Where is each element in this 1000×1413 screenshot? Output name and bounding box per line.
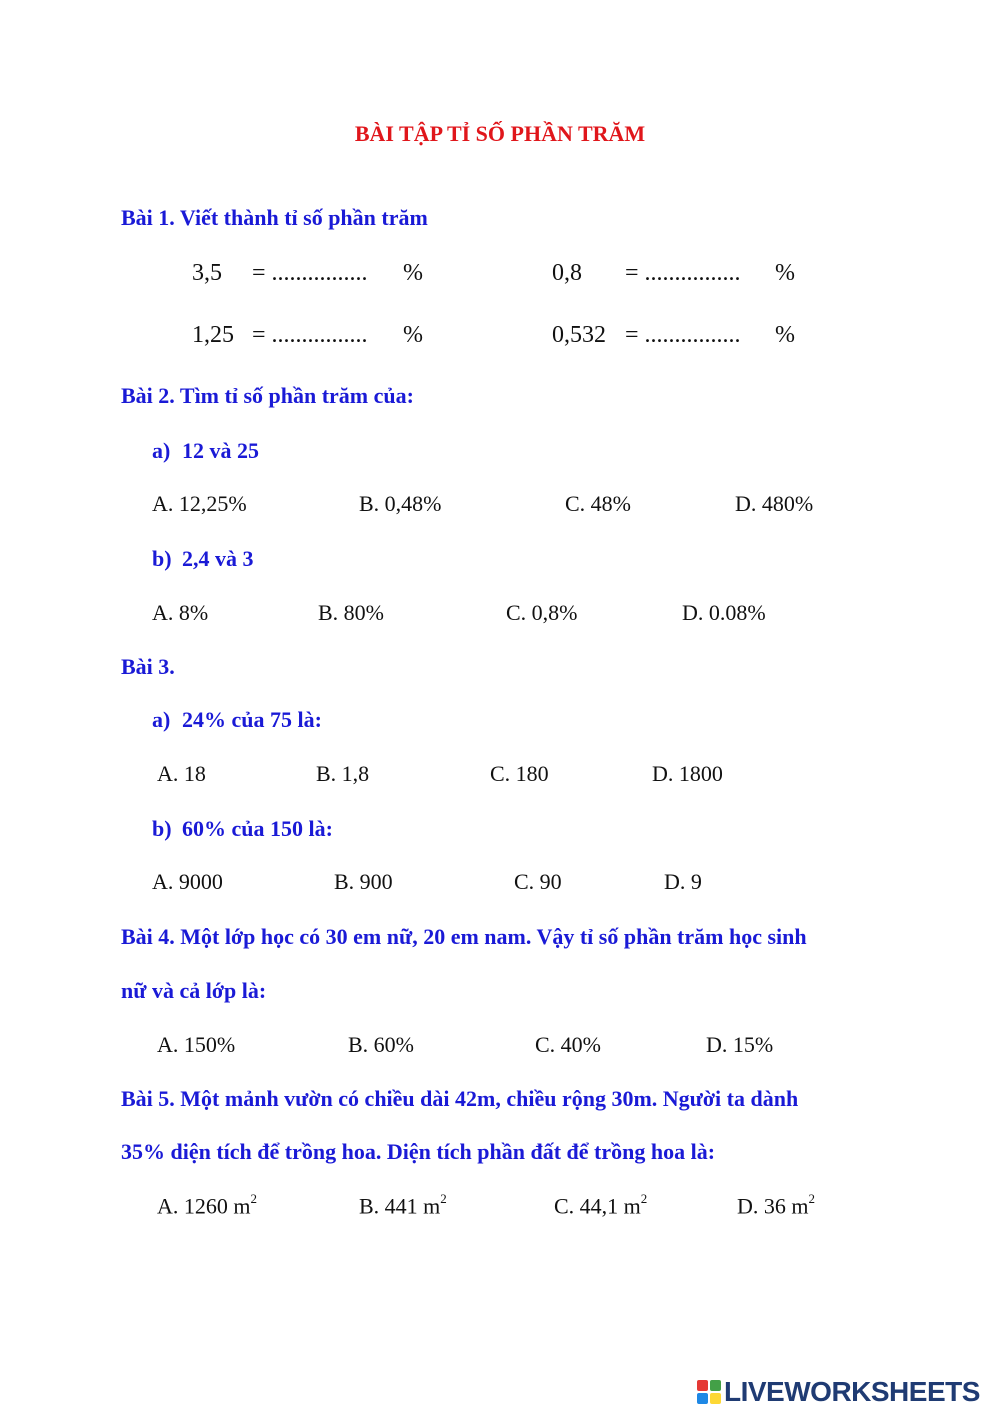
ex3-b-option-d: D. 9 [664,869,702,894]
ex2-a-option-b: B. 0,48% [359,491,442,516]
ex2-b-text: 2,4 và 3 [182,546,254,571]
exercise-4-line1: Bài 4. Một lớp học có 30 em nữ, 20 em nam. Vậy tỉ số phần trăm học sinh [121,924,807,949]
ex5-option-c-exponent: 2 [640,1191,648,1206]
ex2-a-text: 12 và 25 [182,438,259,463]
logo-square-3 [697,1393,708,1404]
logo-square-4 [710,1393,721,1404]
ex1-row2-left-blank: = ................ [252,322,368,348]
ex5-option-b [359,1193,447,1219]
ex3-b-text: 60% của 150 là: [182,816,333,841]
ex5-option-d-exponent: 2 [808,1191,815,1206]
ex1-row2-left-value: 1,25 [192,322,234,348]
ex1-row1-right-value: 0,8 [552,260,582,286]
ex3-a-option-c: C. 180 [490,761,549,786]
ex2-b-option-b: B. 80% [318,600,384,625]
ex5-option-a-exponent: 2 [250,1191,257,1206]
ex1-row2-right-percent: % [775,322,795,348]
ex3-a-option-b: B. 1,8 [316,761,370,786]
ex4-option-c: C. 40% [535,1032,601,1057]
ex1-row1-right-percent: % [775,260,795,286]
exercise-5-line1: Bài 5. Một mảnh vườn có chiều dài 42m, chiều rộng 30m. Người ta dành [121,1086,799,1111]
ex5-option-d [737,1193,815,1219]
ex4-option-b: B. 60% [348,1032,414,1057]
ex1-row2-right-blank: = ................ [625,322,741,348]
exercise-5-line2: 35% diện tích để trồng hoa. Diện tích phần đất để trồng hoa là: [121,1139,716,1164]
ex2-part-a [152,438,259,464]
ex2-a-option-d: D. 480% [735,491,814,516]
ex3-b-option-c: C. 90 [514,869,562,894]
ex5-option-c [554,1193,647,1219]
ex2-a-option-c: C. 48% [565,491,631,516]
exercise-1-heading: Bài 1. Viết thành tỉ số phần trăm [121,205,428,230]
ex1-row2-right-value: 0,532 [552,322,606,348]
ex2-b-option-c: C. 0,8% [506,600,578,625]
ex5-option-d-text: D. 36 m [737,1193,809,1219]
exercise-2-heading: Bài 2. Tìm tỉ số phần trăm của: [121,383,414,408]
ex5-option-b-text: B. 441 m [359,1193,441,1219]
exercise-4-line2: nữ và cả lớp là: [121,978,267,1003]
ex3-b-option-b: B. 900 [334,869,393,894]
ex3-a-option-d: D. 1800 [652,761,723,786]
ex3-part-a [152,707,322,733]
logo-square-2 [710,1380,721,1391]
ex2-b-option-d: D. 0.08% [682,600,766,625]
ex5-option-c-text: C. 44,1 m [554,1193,641,1219]
ex3-b-label: b) [152,816,172,841]
logo-square-1 [697,1380,708,1391]
exercise-3-heading: Bài 3. [121,654,175,679]
ex5-option-b-exponent: 2 [440,1191,447,1206]
ex3-a-option-a: A. 18 [157,761,206,786]
ex3-b-option-a: A. 9000 [152,869,223,894]
ex3-a-label: a) [152,707,171,732]
ex2-a-label: a) [152,438,171,463]
ex1-row1-right-blank: = ................ [625,260,741,286]
ex1-row1-left-blank: = ................ [252,260,368,286]
ex2-b-label: b) [152,546,172,571]
page-title: BÀI TẬP TỈ SỐ PHẦN TRĂM [354,121,646,146]
ex1-row1-left-value: 3,5 [192,260,222,286]
ex5-option-a-text: A. 1260 m [157,1193,251,1219]
liveworksheets-logo-text: LIVEWORKSHEETS [724,1376,980,1407]
ex2-a-option-a: A. 12,25% [152,491,247,516]
ex4-option-a: A. 150% [157,1032,236,1057]
ex3-a-text: 24% của 75 là: [182,707,322,732]
ex4-option-d: D. 15% [706,1032,774,1057]
ex5-option-a [157,1193,257,1219]
ex1-row1-left-percent: % [403,260,423,286]
ex2-part-b [152,546,254,572]
ex3-part-b [152,816,333,842]
ex2-b-option-a: A. 8% [152,600,209,625]
liveworksheets-logo [697,1376,980,1408]
ex1-row2-left-percent: % [403,322,423,348]
liveworksheets-logo-icon [697,1380,721,1404]
